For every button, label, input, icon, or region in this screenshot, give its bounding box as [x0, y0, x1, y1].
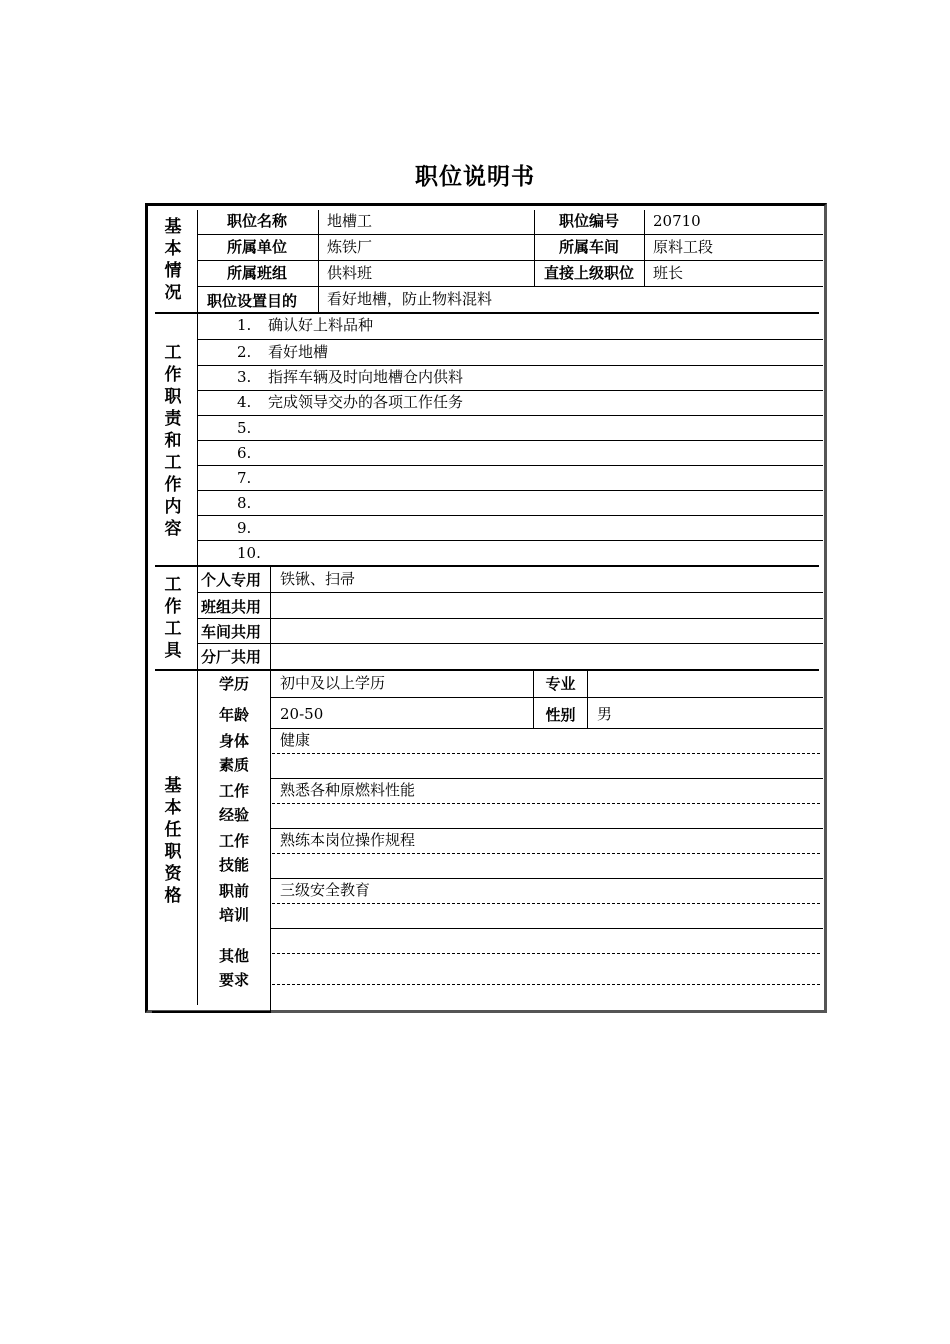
row-line [197, 415, 823, 416]
row-line [270, 697, 823, 698]
duty-number: 7. [237, 469, 252, 487]
tool-label: 分厂共用 [201, 648, 262, 666]
tool-label: 班组共用 [201, 598, 262, 616]
row-line [197, 440, 823, 441]
position-code-value: 20710 [653, 212, 701, 230]
gender-label: 性别 [545, 706, 576, 724]
row-line [197, 465, 823, 466]
section-label-tools: 工 作 工 具 [164, 575, 182, 661]
duty-number: 3. [237, 368, 252, 386]
row-line [197, 286, 823, 287]
experience-label-line2: 经验 [218, 806, 249, 824]
duty-text: 完成领导交办的各项工作任务 [268, 393, 464, 411]
row-line [197, 390, 823, 391]
tool-value: 铁锹、扫帚 [280, 570, 356, 588]
education-label: 学历 [218, 675, 249, 693]
position-name-value: 地槽工 [327, 212, 373, 230]
dashed-line [272, 753, 820, 754]
other-label-line1: 其他 [218, 947, 249, 965]
row-line [270, 778, 823, 779]
workshop-value: 原料工段 [653, 238, 714, 256]
superior-value: 班长 [653, 264, 684, 282]
duty-text: 指挥车辆及时向地槽仓内供料 [268, 368, 464, 386]
column-line [644, 210, 645, 286]
training-label-line1: 职前 [218, 882, 249, 900]
superior-label: 直接上级职位 [543, 264, 634, 282]
section-divider [155, 312, 819, 314]
other-label-line2: 要求 [218, 971, 249, 989]
row-line [197, 260, 823, 261]
experience-value: 熟悉各种原燃料性能 [280, 781, 416, 799]
duty-number: 8. [237, 494, 252, 512]
row-line [197, 339, 823, 340]
column-line [318, 210, 319, 312]
training-value: 三级安全教育 [280, 881, 371, 899]
major-label: 专业 [545, 675, 576, 693]
dashed-line [272, 903, 820, 904]
row-line [197, 490, 823, 491]
gender-value: 男 [597, 705, 613, 723]
position-code-label: 职位编号 [558, 212, 619, 230]
section-label-qualifications: 基 本 任 职 资 格 [164, 776, 182, 906]
age-value: 20-50 [280, 705, 324, 723]
training-label-line2: 培训 [218, 906, 249, 924]
row-line [197, 234, 823, 235]
duty-number: 5. [237, 419, 252, 437]
row-line [270, 728, 823, 729]
duty-number: 2. [237, 343, 252, 361]
unit-label: 所属单位 [226, 238, 287, 256]
purpose-value: 看好地槽，防止物料混料 [327, 290, 493, 308]
skills-value: 熟练本岗位操作规程 [280, 831, 416, 849]
row-line [197, 365, 823, 366]
duty-number: 6. [237, 444, 252, 462]
physical-label-line1: 身体 [218, 732, 249, 750]
page-title: 职位说明书 [415, 164, 535, 190]
physical-value: 健康 [280, 731, 311, 749]
team-value: 供料班 [327, 264, 373, 282]
dashed-line [272, 953, 820, 954]
row-line [197, 643, 823, 644]
team-label: 所属班组 [226, 264, 287, 282]
duty-text: 确认好上料品种 [268, 316, 374, 334]
column-line [587, 670, 588, 728]
row-line [270, 828, 823, 829]
section-divider [152, 1011, 270, 1013]
tool-label: 个人专用 [201, 571, 262, 589]
experience-label-line1: 工作 [218, 782, 249, 800]
dashed-line [272, 984, 820, 985]
section-divider [155, 669, 819, 671]
skills-label-line1: 工作 [218, 832, 249, 850]
skills-label-line2: 技能 [218, 856, 249, 874]
row-line [197, 515, 823, 516]
row-line [197, 540, 823, 541]
row-line [197, 618, 823, 619]
duty-number: 9. [237, 519, 252, 537]
age-label: 年龄 [218, 706, 249, 724]
purpose-label: 职位设置目的 [207, 292, 298, 310]
duty-number: 1. [237, 316, 252, 334]
row-line [270, 928, 823, 929]
row-line [197, 592, 823, 593]
column-line [270, 566, 271, 1013]
duty-text: 看好地槽 [268, 343, 329, 361]
duty-number: 4. [237, 393, 252, 411]
section-divider [155, 565, 819, 567]
education-value: 初中及以上学历 [280, 674, 386, 692]
tool-label: 车间共用 [201, 623, 262, 641]
dashed-line [272, 803, 820, 804]
workshop-label: 所属车间 [558, 238, 619, 256]
dashed-line [272, 853, 820, 854]
duty-number: 10. [237, 544, 261, 562]
section-label-duties: 工 作 职 责 和 工 作 内 容 [164, 343, 182, 539]
physical-label-line2: 素质 [218, 756, 249, 774]
position-name-label: 职位名称 [226, 212, 287, 230]
section-label-basic: 基 本 情 况 [164, 217, 182, 303]
unit-value: 炼铁厂 [327, 238, 373, 256]
row-line [270, 878, 823, 879]
